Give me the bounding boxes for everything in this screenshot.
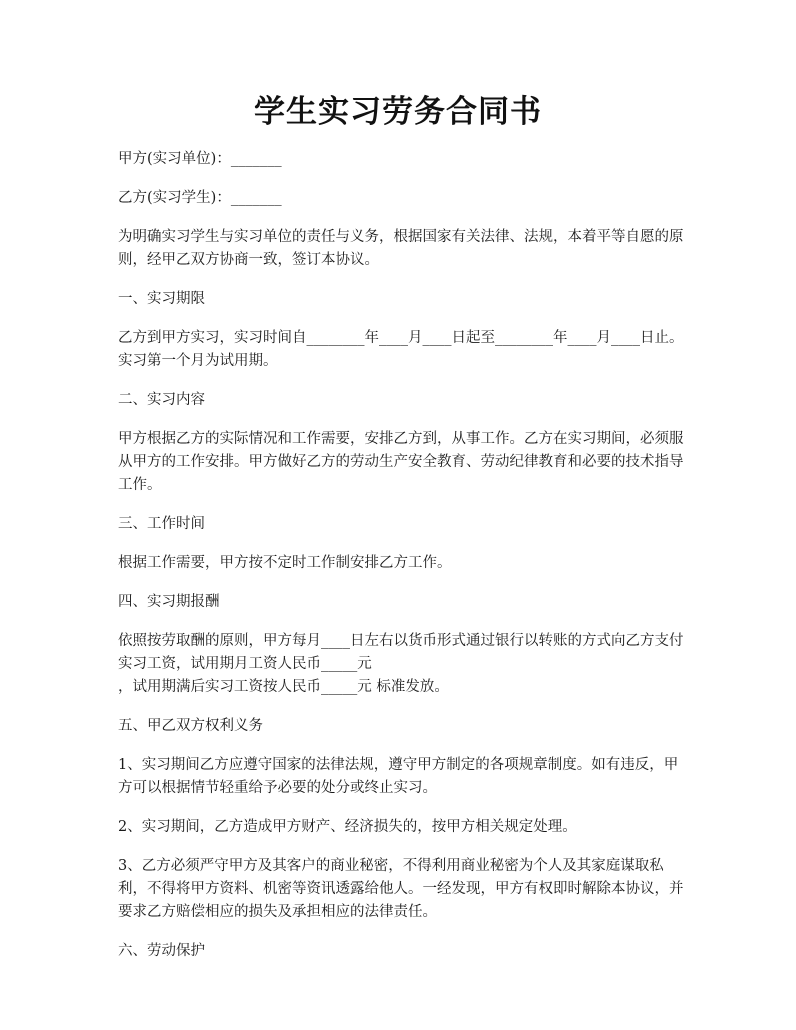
party-a-line: 甲方(实习单位)：_______	[118, 151, 282, 167]
document-body	[118, 148, 684, 963]
section-paragraph: 3、乙方必须严守甲方及其客户的商业秘密，不得利用商业秘密为个人及其家庭谋取私利，不得将甲方资料、机密等资讯透露给他人。一经发现，甲方有权即时解除本协议，并要求乙方赔偿相应的损失及承担相应的法律责任。	[118, 858, 684, 920]
section-paragraph: 2、实习期间，乙方造成甲方财产、经济损失的，按甲方相关规定处理。	[118, 819, 577, 835]
section-paragraph: ，试用期满后实习工资按人民币_____元 标准发放。	[118, 679, 449, 695]
section-heading: 二、实习内容	[118, 392, 205, 408]
section-paragraph: 依照按劳取酬的原则，甲方每月____日左右以货币形式通过银行以转账的方式向乙方支付实习工资，试用期月工资人民币_____元	[118, 633, 684, 672]
section-paragraph: 乙方到甲方实习，实习时间自________年____月____日起至________年____月____日止。实习第一个月为试用期。	[118, 330, 684, 369]
section-paragraph: 甲方根据乙方的实际情况和工作需要，安排乙方到，从事工作。乙方在实习期间，必须服从甲方的工作安排。甲方做好乙方的劳动生产安全教育、劳动纪律教育和必要的技术指导工作。	[118, 431, 684, 493]
section-heading: 三、工作时间	[118, 516, 205, 532]
section-paragraph: 根据工作需要，甲方按不定时工作制安排乙方工作。	[118, 555, 452, 571]
section-heading: 五、甲乙双方权利义务	[118, 718, 263, 734]
document-title: 学生实习劳务合同书	[254, 94, 542, 130]
section-heading: 六、劳动保护	[118, 943, 205, 959]
section-heading: 四、实习期报酬	[118, 594, 220, 610]
section-paragraph: 1、实习期间乙方应遵守国家的法律法规，遵守甲方制定的各项规章制度。如有违反，甲方可以根据情节轻重给予必要的处分或终止实习。	[118, 757, 679, 796]
section-heading: 一、实习期限	[118, 291, 205, 307]
party-b-line: 乙方(实习学生)：_______	[118, 190, 282, 206]
intro-paragraph: 为明确实习学生与实习单位的责任与义务，根据国家有关法律、法规，本着平等自愿的原则，经甲乙双方协商一致，签订本协议。	[118, 229, 684, 268]
